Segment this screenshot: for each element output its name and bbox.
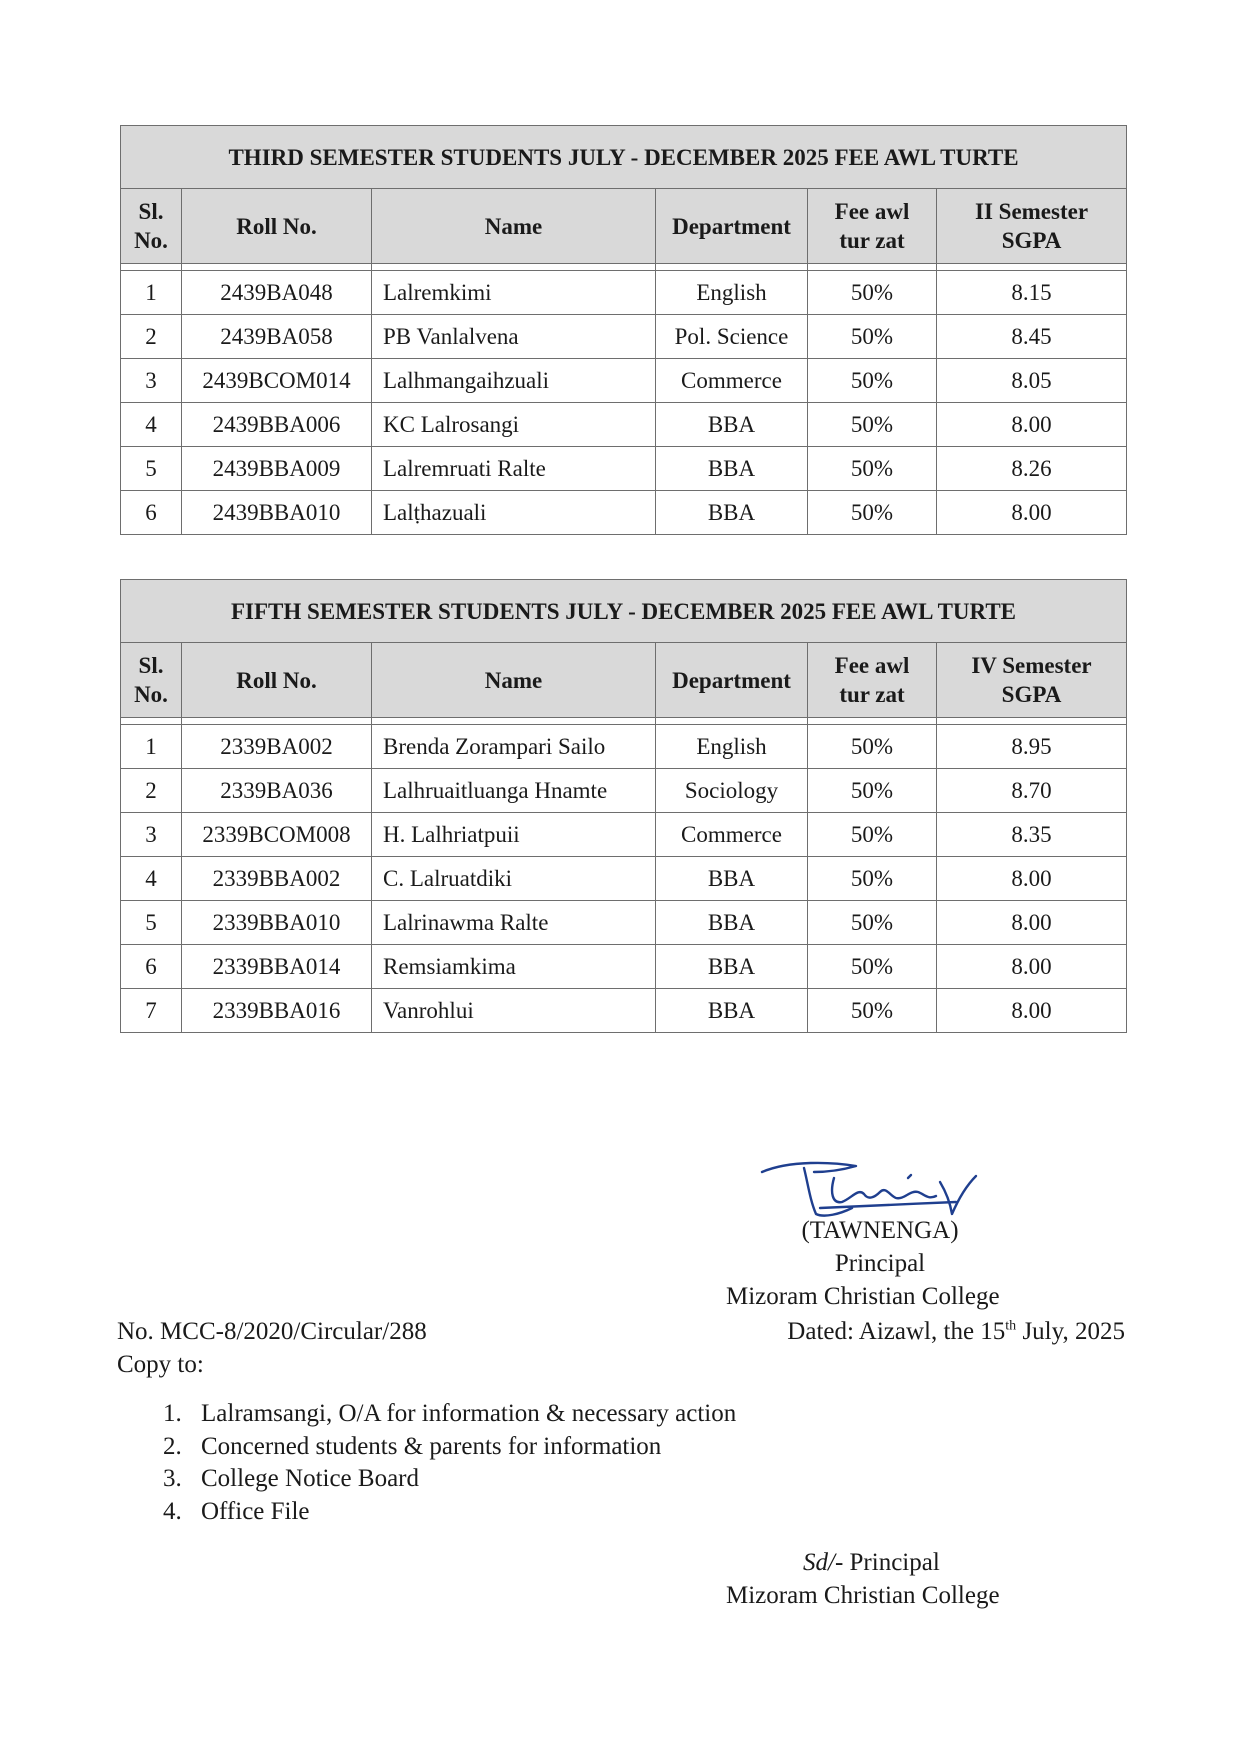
table-row	[121, 491, 1127, 535]
spacer-row	[121, 264, 1127, 271]
footer-signoff: Sd/- Principal	[803, 1549, 940, 1576]
cell-sgpa: 8.45	[937, 315, 1127, 359]
cell-department: Pol. Science	[656, 315, 808, 359]
cell-roll: 2339BBA016	[182, 989, 372, 1033]
fifth-semester-header-row	[121, 643, 1127, 718]
cell-sgpa: 8.00	[937, 989, 1127, 1033]
cell-name: Lalṭhazuali	[372, 491, 656, 535]
cell-sgpa: 8.00	[937, 857, 1127, 901]
cell-sl: 7	[121, 989, 182, 1033]
col-department: Department	[656, 643, 808, 718]
cell-department: English	[656, 271, 808, 315]
cell-roll: 2339BA002	[182, 725, 372, 769]
cell-sgpa: 8.70	[937, 769, 1127, 813]
cell-roll: 2439BBA009	[182, 447, 372, 491]
cell-name: Lalrinawma Ralte	[372, 901, 656, 945]
cell-roll: 2339BBA010	[182, 901, 372, 945]
cell-department: BBA	[656, 447, 808, 491]
cell-department: BBA	[656, 945, 808, 989]
cell-department: Sociology	[656, 769, 808, 813]
table-row	[121, 945, 1127, 989]
cell-sl: 3	[121, 813, 182, 857]
fifth-semester-table	[120, 579, 1127, 1033]
cell-fee: 50%	[808, 403, 937, 447]
col-sl-no: Sl. No.	[121, 643, 182, 718]
cell-department: English	[656, 725, 808, 769]
table-row	[121, 403, 1127, 447]
third-semester-header-row	[121, 189, 1127, 264]
cell-sgpa: 8.00	[937, 901, 1127, 945]
col-roll-no: Roll No.	[182, 643, 372, 718]
col-roll-no: Roll No.	[182, 189, 372, 264]
cell-fee: 50%	[808, 447, 937, 491]
table-row	[121, 901, 1127, 945]
table-row	[121, 447, 1127, 491]
cell-department: BBA	[656, 857, 808, 901]
signatory-name: (TAWNENGA)	[801, 1217, 959, 1244]
cell-name: KC Lalrosangi	[372, 403, 656, 447]
cell-roll: 2339BA036	[182, 769, 372, 813]
cell-sl: 4	[121, 403, 182, 447]
col-name: Name	[372, 643, 656, 718]
table-row	[121, 769, 1127, 813]
col-name: Name	[372, 189, 656, 264]
cell-fee: 50%	[808, 491, 937, 535]
cell-sgpa: 8.35	[937, 813, 1127, 857]
cell-name: PB Vanlalvena	[372, 315, 656, 359]
list-item: 2. Concerned students & parents for information	[163, 1432, 662, 1460]
cell-sl: 1	[121, 725, 182, 769]
cell-department: Commerce	[656, 813, 808, 857]
cell-fee: 50%	[808, 813, 937, 857]
cell-sl: 6	[121, 945, 182, 989]
cell-roll: 2439BA048	[182, 271, 372, 315]
cell-sgpa: 8.05	[937, 359, 1127, 403]
col-fee: Fee awl tur zat	[808, 189, 937, 264]
cell-sl: 2	[121, 315, 182, 359]
cell-fee: 50%	[808, 989, 937, 1033]
cell-sgpa: 8.95	[937, 725, 1127, 769]
col-sgpa: II Semester SGPA	[937, 189, 1127, 264]
cell-roll: 2439BBA006	[182, 403, 372, 447]
cell-sgpa: 8.26	[937, 447, 1127, 491]
signatory-designation: Principal	[834, 1250, 926, 1277]
cell-sgpa: 8.00	[937, 945, 1127, 989]
col-sl-no: Sl. No.	[121, 189, 182, 264]
cell-fee: 50%	[808, 271, 937, 315]
cell-fee: 50%	[808, 901, 937, 945]
table-row	[121, 857, 1127, 901]
cell-name: Lalhruaitluanga Hnamte	[372, 769, 656, 813]
cell-sl: 5	[121, 901, 182, 945]
cell-department: BBA	[656, 403, 808, 447]
cell-sgpa: 8.00	[937, 491, 1127, 535]
cell-department: BBA	[656, 491, 808, 535]
cell-roll: 2439BBA010	[182, 491, 372, 535]
cell-sl: 6	[121, 491, 182, 535]
cell-fee: 50%	[808, 725, 937, 769]
cell-sl: 1	[121, 271, 182, 315]
table-row	[121, 989, 1127, 1033]
copy-to-label: Copy to:	[117, 1351, 204, 1378]
cell-roll: 2439BA058	[182, 315, 372, 359]
cell-name: Vanrohlui	[372, 989, 656, 1033]
memo-date: Dated: Aizawl, the 15th July, 2025	[787, 1318, 1125, 1345]
third-semester-table	[120, 125, 1127, 535]
cell-department: BBA	[656, 989, 808, 1033]
table-row	[121, 315, 1127, 359]
table-row	[121, 359, 1127, 403]
cell-name: H. Lalhriatpuii	[372, 813, 656, 857]
cell-name: Lalhmangaihzuali	[372, 359, 656, 403]
copy-to-list	[163, 1398, 736, 1528]
cell-sl: 4	[121, 857, 182, 901]
cell-roll: 2339BBA014	[182, 945, 372, 989]
cell-sgpa: 8.00	[937, 403, 1127, 447]
cell-fee: 50%	[808, 857, 937, 901]
cell-department: BBA	[656, 901, 808, 945]
cell-name: Lalremkimi	[372, 271, 656, 315]
col-sgpa: IV Semester SGPA	[937, 643, 1127, 718]
cell-name: Brenda Zorampari Sailo	[372, 725, 656, 769]
cell-fee: 50%	[808, 359, 937, 403]
col-department: Department	[656, 189, 808, 264]
cell-sl: 2	[121, 769, 182, 813]
cell-fee: 50%	[808, 769, 937, 813]
cell-department: Commerce	[656, 359, 808, 403]
cell-roll: 2339BBA002	[182, 857, 372, 901]
cell-roll: 2439BCOM014	[182, 359, 372, 403]
list-item: 3. College Notice Board	[163, 1465, 419, 1492]
fifth-semester-title: FIFTH SEMESTER STUDENTS JULY - DECEMBER 2025 FEE AWL TURTE	[121, 580, 1127, 643]
list-item: 1. Lalramsangi, O/A for information & necessary action	[163, 1400, 737, 1427]
memo-number: No. MCC-8/2020/Circular/288	[117, 1318, 427, 1345]
list-item: 4. Office File	[163, 1497, 310, 1525]
cell-sl: 3	[121, 359, 182, 403]
spacer-row	[121, 718, 1127, 725]
col-fee: Fee awl tur zat	[808, 643, 937, 718]
cell-name: Remsiamkima	[372, 945, 656, 989]
cell-sgpa: 8.15	[937, 271, 1127, 315]
table-row	[121, 271, 1127, 315]
cell-name: C. Lalruatdiki	[372, 857, 656, 901]
footer-institution: Mizoram Christian College	[726, 1582, 1000, 1609]
cell-name: Lalremruati Ralte	[372, 447, 656, 491]
cell-roll: 2339BCOM008	[182, 813, 372, 857]
cell-fee: 50%	[808, 315, 937, 359]
cell-fee: 50%	[808, 945, 937, 989]
third-semester-title: THIRD SEMESTER STUDENTS JULY - DECEMBER 2025 FEE AWL TURTE	[121, 126, 1127, 189]
signatory-institution: Mizoram Christian College	[726, 1283, 1000, 1310]
table-row	[121, 813, 1127, 857]
cell-sl: 5	[121, 447, 182, 491]
table-row	[121, 725, 1127, 769]
